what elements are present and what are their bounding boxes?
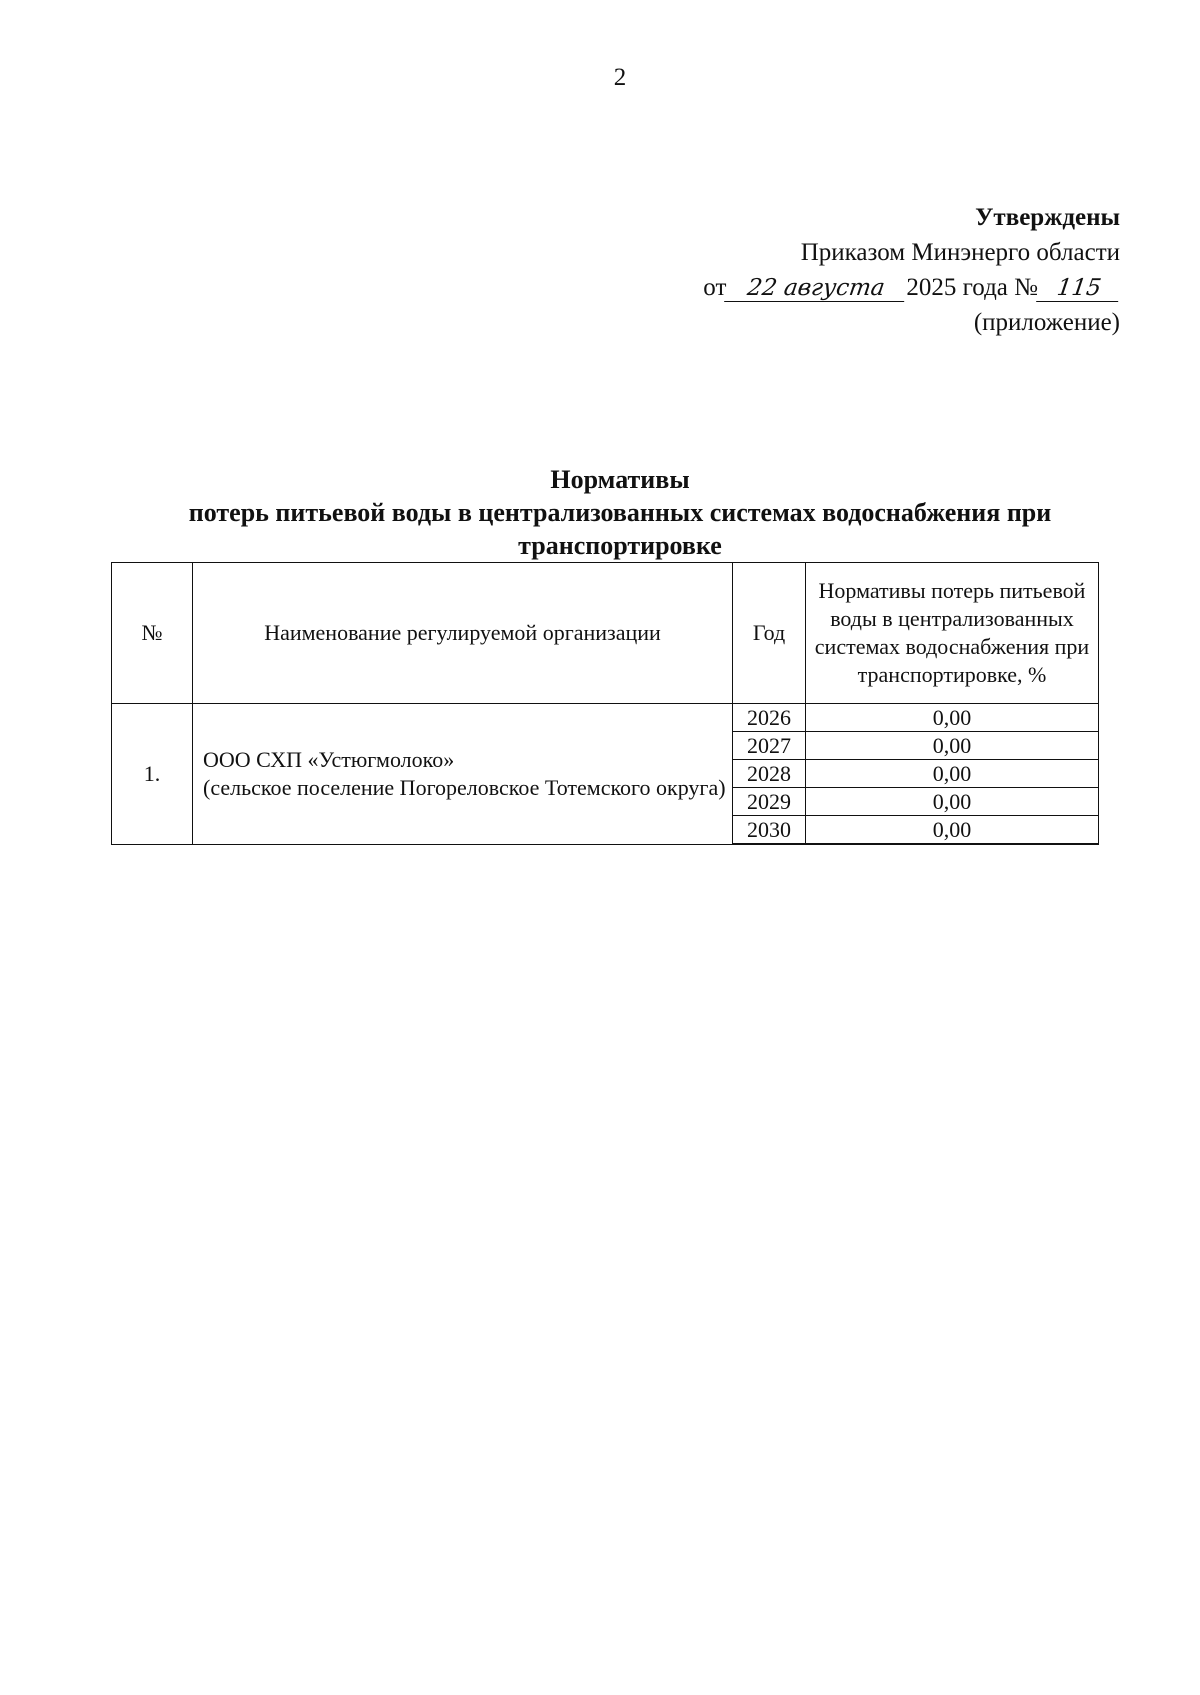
page-number: 2 [613,64,627,91]
title-line-1: Нормативы [550,465,690,494]
year-cell: 2030 [733,816,806,845]
approval-block [703,200,1120,340]
header-org: Наименование регулируемой организации [193,563,733,704]
row-org [193,704,733,845]
approval-attachment: (приложение) [973,309,1120,336]
header-num: № [112,563,193,704]
year-cell: 2028 [733,760,806,788]
approval-date-line [703,270,1120,305]
row-num: 1. [112,704,193,845]
value-cell: 0,00 [806,760,1099,788]
value-cell: 0,00 [806,732,1099,760]
norms-table [111,562,1099,845]
header-norm: Нормативы потерь питьевой воды в централизованных системах водоснабжения при транспортировке, % [806,563,1099,704]
approval-order: Приказом Минэнерго области [800,239,1120,266]
year-cell: 2026 [733,704,806,732]
handwritten-date: 22 августа [725,275,909,302]
org-name: ООО СХП «Устюгмолоко» [203,746,455,772]
value-cell: 0,00 [806,816,1099,845]
year-cell: 2027 [733,732,806,760]
date-prefix: от [703,274,727,301]
org-detail: (сельское поселение Погореловское Тотемского округа) [203,774,726,800]
value-cell: 0,00 [806,788,1099,816]
year-text: 2025 года № [906,274,1038,301]
year-cell: 2029 [733,788,806,816]
value-cell: 0,00 [806,704,1099,732]
handwritten-number: 115 [1036,275,1122,302]
header-year: Год [733,563,806,704]
title-line-2: потерь питьевой воды в централизованных системах водоснабжения при транспортировке [188,498,1052,560]
table-header-row [112,563,1099,704]
approval-heading: Утверждены [975,204,1120,231]
table-row [112,704,1099,732]
document-title [120,463,1120,562]
